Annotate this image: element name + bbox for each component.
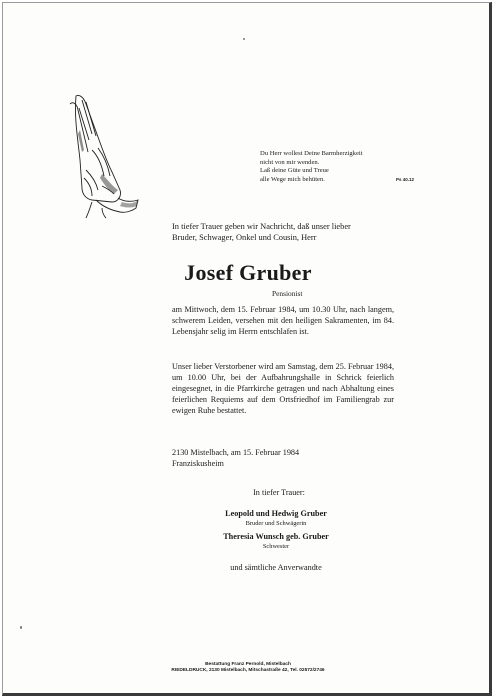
intro-text	[172, 221, 402, 243]
place-date-line: 2130 Mistelbach, am 15. Februar 1984	[172, 448, 300, 457]
mourners-heading: In tiefer Trauer:	[253, 488, 305, 497]
funeral-home-line: Bestattung Franz Pernold, Mistelbach	[205, 662, 291, 667]
psalm-reference: Ps 40.12	[395, 176, 414, 182]
death-notice-paragraph: am Mittwoch, dem 15. Februar 1984, um 10.30 Uhr, nach langem, schwerem Leiden, versehen mit den heiligen Sakramenten, im 84. Lebensjahr selig im Herrn entschlafen ist.	[172, 305, 394, 336]
residence-line: Franziskusheim	[172, 459, 224, 468]
psalm-quote	[260, 150, 414, 184]
psalm-line: nicht von mir wenden.	[260, 158, 320, 166]
other-relatives: und sämtliche Anverwandte	[230, 563, 322, 572]
relative-name: Theresia Wunsch geb. Gruber	[223, 532, 329, 541]
relative-role: Bruder und Schwägerin	[245, 520, 307, 527]
psalm-line: Laß deine Güte und Treue	[260, 167, 329, 175]
printer-line: RIEDELDRUCK, 2130 Mistelbach, Mitschastraße 42, Tel. 02572/2746	[171, 668, 325, 674]
scan-speck	[243, 38, 245, 40]
scan-speck	[20, 626, 22, 629]
place-and-date	[172, 447, 299, 469]
psalm-line: Du Herr wollest Deine Barmherzigkeit	[260, 150, 363, 157]
deceased-name: Josef Gruber	[184, 260, 312, 285]
printer-footer	[0, 662, 496, 674]
relative-name: Leopold und Hedwig Gruber	[225, 509, 327, 518]
psalm-line: alle Wege mich behüten.	[260, 175, 325, 183]
intro-line: Bruder, Schwager, Onkel und Cousin, Herr	[172, 233, 317, 242]
deceased-title: Pensionist	[272, 289, 303, 298]
relative-role: Schwester	[262, 543, 290, 550]
intro-line: In tiefer Trauer geben wir Nachricht, daß unser lieber	[172, 222, 351, 231]
funeral-details-paragraph: Unser lieber Verstorbener wird am Samstag, dem 25. Februar 1984, um 10.00 Uhr, bei der Aufbahrungshalle in Schrick feierlich eingesegnet, in die Pfarrkirche getragen und nach Abhaltung eines feierlichen Requiems auf dem Ortsfriedhof im Familiengrab zur ewigen Ruhe bestattet.	[172, 362, 394, 415]
praying-hands-icon	[62, 90, 142, 220]
